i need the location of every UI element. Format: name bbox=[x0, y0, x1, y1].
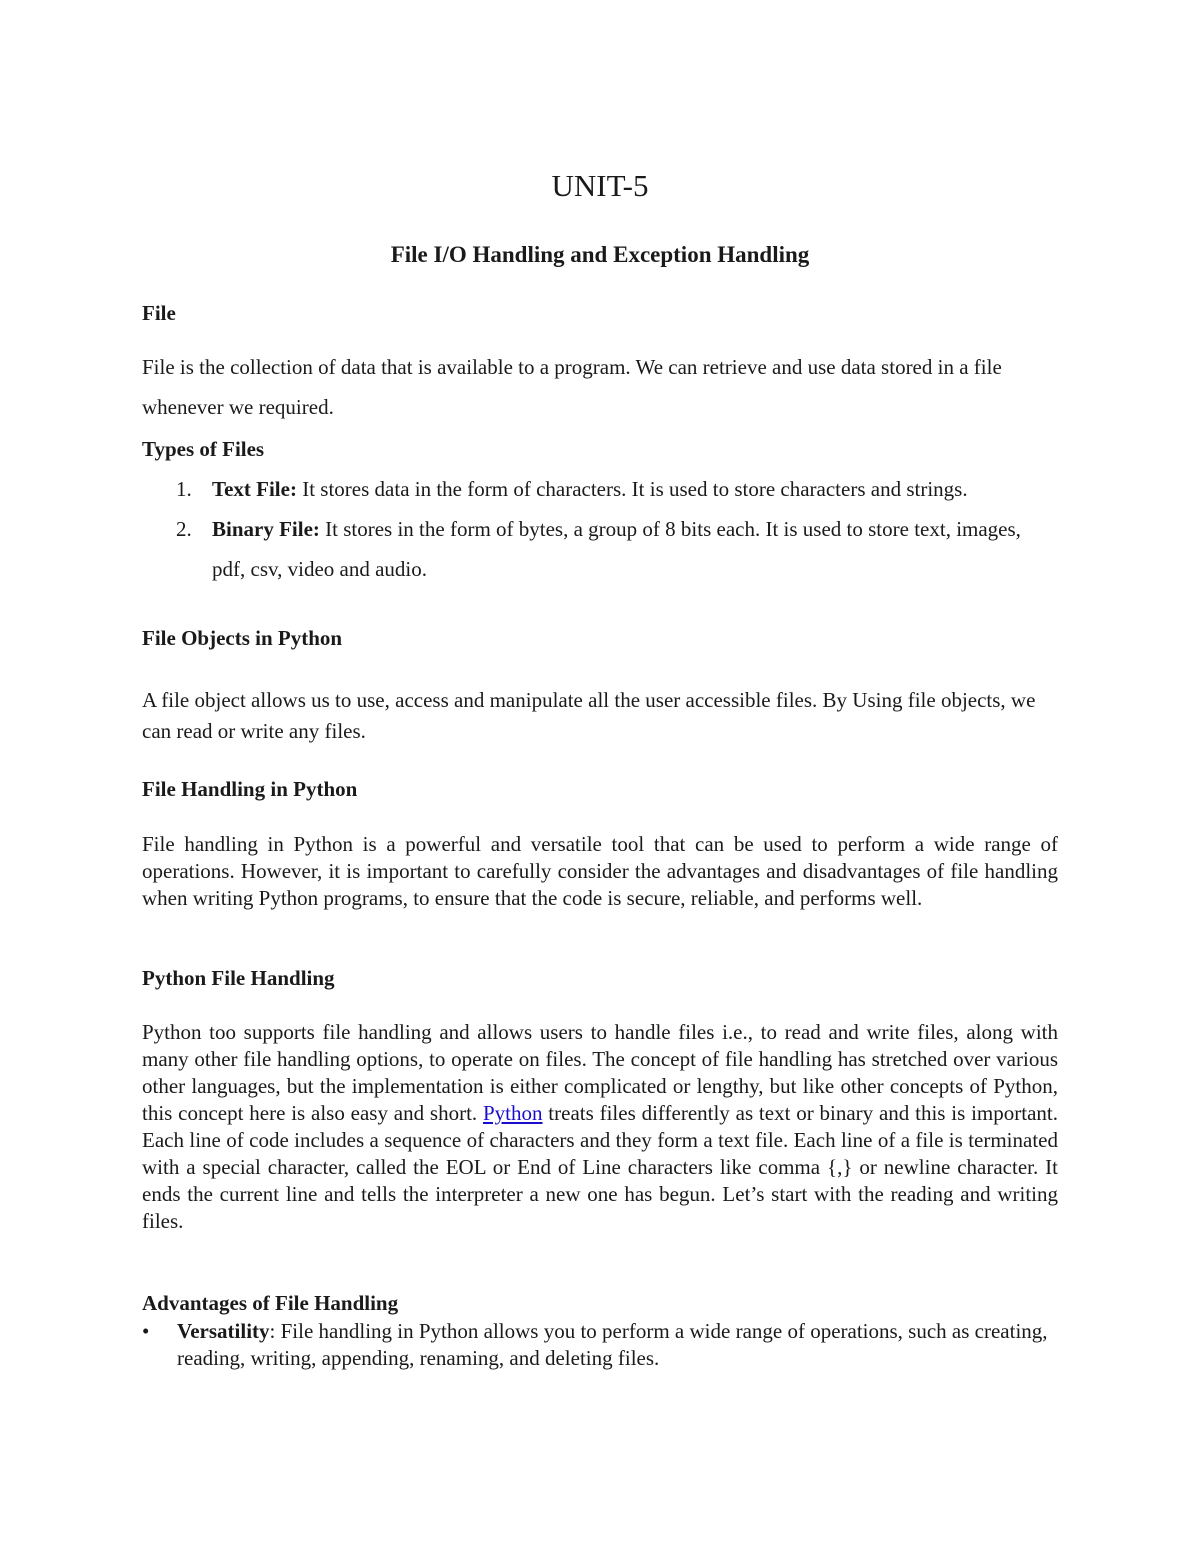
file-definition-paragraph: File is the collection of data that is available to a program. We can retrieve and use data stored in a file whenever we required. bbox=[142, 355, 1002, 419]
term-binary-file: Binary File: bbox=[212, 517, 320, 541]
list-number: 1. bbox=[176, 477, 192, 501]
term-text-file: Text File: bbox=[212, 477, 297, 501]
section-heading-file-objects: File Objects in Python bbox=[142, 626, 343, 650]
document-title: File I/O Handling and Exception Handling bbox=[390, 242, 810, 267]
section-heading-file: File bbox=[142, 301, 176, 325]
advantages-list bbox=[142, 1318, 1058, 1372]
python-link[interactable]: Python bbox=[482, 1101, 543, 1125]
section-heading-types-of-files: Types of Files bbox=[142, 437, 265, 461]
types-of-files-list bbox=[142, 469, 1058, 589]
paragraph-text-part-1: Python too supports file handling and allows users to handle files i.e., to read and write files, along with many other file handling options, to operate on files. The concept of file handling has stretched over various other languages, but the implementation is either complicated or lengthy, but like other concepts of Python, this concept here is also easy and short. bbox=[142, 1020, 1058, 1125]
section-heading-file-handling: File Handling in Python bbox=[142, 777, 358, 801]
section-heading-advantages: Advantages of File Handling bbox=[142, 1291, 399, 1315]
list-number: 2. bbox=[176, 517, 192, 541]
file-objects-paragraph: A file object allows us to use, access and manipulate all the user accessible files. By Using file objects, we can read or write any files. bbox=[142, 688, 1036, 743]
list-item-binary-file bbox=[142, 509, 1058, 589]
file-handling-paragraph: File handling in Python is a powerful and versatile tool that can be used to perform a wide range of operations. However, it is important to carefully consider the advantages and disadvantages of file handling when writing Python programs, to ensure that the code is secure, reliable, and performs well. bbox=[142, 832, 1058, 910]
paragraph-text-part-2: treats files differently as text or binary and this is important. Each line of code includes a sequence of characters and they form a text file. Each line of a file is terminated with a special character, called the EOL or End of Line characters like comma {,} or newline character. It ends the current line and tells the interpreter a new one has begun. Let’s start with the reading and writing files. bbox=[142, 1101, 1058, 1233]
python-file-handling-paragraph bbox=[142, 1019, 1058, 1235]
description-versatility: : File handling in Python allows you to perform a wide range of operations, such as creating, reading, writing, appending, renaming, and deleting files. bbox=[177, 1319, 1048, 1370]
list-item-text-file bbox=[142, 469, 1058, 509]
term-versatility: Versatility bbox=[177, 1319, 270, 1343]
section-heading-python-file-handling: Python File Handling bbox=[142, 966, 335, 990]
description-text-file: It stores data in the form of characters. It is used to store characters and strings. bbox=[296, 477, 968, 501]
list-item-versatility bbox=[142, 1318, 1058, 1372]
unit-title: UNIT-5 bbox=[551, 168, 649, 203]
bullet-icon: • bbox=[142, 1319, 150, 1343]
description-binary-file: It stores in the form of bytes, a group of 8 bits each. It is used to store text, images, pdf, csv, video and audio. bbox=[212, 517, 1021, 581]
